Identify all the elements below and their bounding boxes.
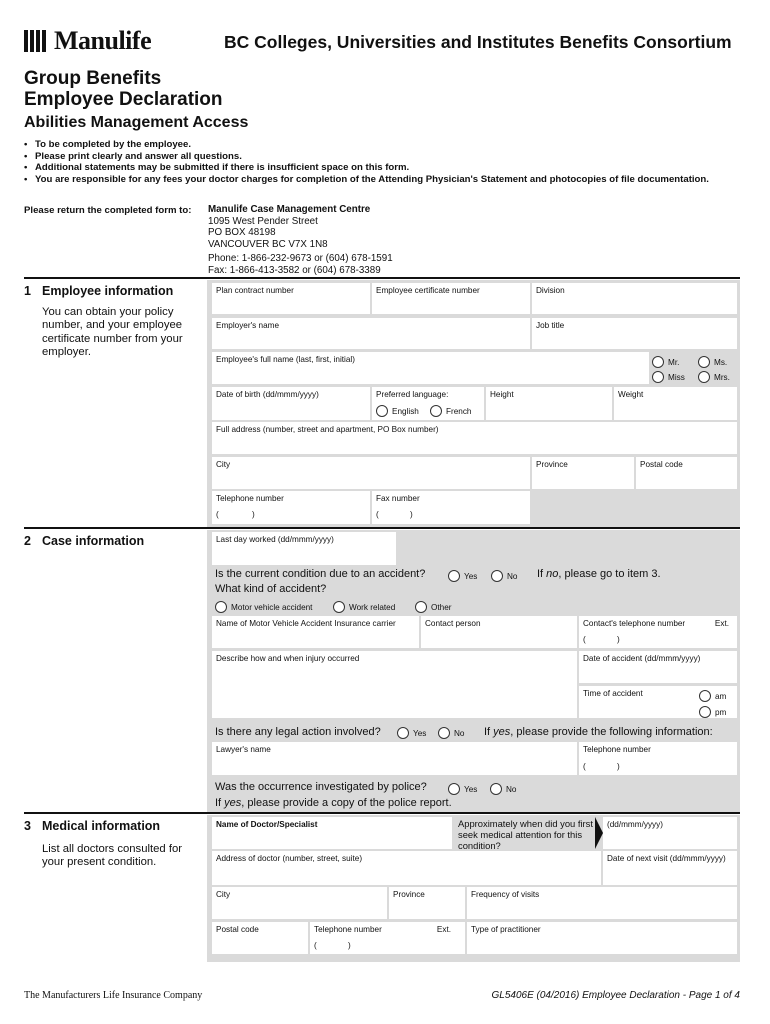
radio-circle-icon[interactable]	[333, 601, 345, 613]
time-of-accident-field[interactable]: Time of accident	[579, 686, 737, 718]
motor-vehicle-option[interactable]: Motor vehicle accident	[215, 600, 312, 618]
date-of-accident-field[interactable]: Date of accident (dd/mmm/yyyy)	[579, 651, 737, 683]
instruction-item: • You are responsible for any fees your doctor charges for completion of the Attending Physician's Statement and photocopies of file documentation.	[24, 174, 744, 186]
lawyer-name-field[interactable]: Lawyer's name	[212, 742, 577, 775]
section1-description: You can obtain your policy number, and your employee certificate number from your employer.	[42, 306, 183, 359]
consortium-title: BC Colleges, Universities and Institutes Benefits Consortium	[224, 32, 732, 52]
manulife-logo	[24, 26, 151, 56]
title-mr-option[interactable]: Mr.	[652, 355, 679, 373]
brand-name: Manulife	[54, 26, 152, 55]
radio-circle-icon[interactable]	[490, 783, 502, 795]
title-mrs-option[interactable]: Mrs.	[698, 370, 730, 388]
plan-contract-number-field[interactable]: Plan contract number	[212, 283, 370, 314]
police-question: Was the occurrence investigated by police?	[215, 781, 427, 793]
instruction-item: • Additional statements may be submitted if there is insufficient space on this form.	[24, 162, 744, 174]
full-address-field[interactable]: Full address (number, street and apartment, PO Box number)	[212, 422, 737, 454]
police-note: If yes, please provide a copy of the police report.	[215, 797, 452, 809]
doctor-phone-field[interactable]: Telephone number Ext.	[310, 922, 465, 954]
title-miss-option[interactable]: Miss	[652, 370, 685, 388]
area-code-close: )	[617, 635, 620, 644]
time-pm-option[interactable]: pm	[699, 705, 726, 723]
accident-kind-question: What kind of accident?	[215, 583, 327, 595]
accident-note: If no, please go to item 3.	[537, 568, 661, 580]
area-code-close: )	[348, 941, 351, 950]
contact-person-field[interactable]: Contact person	[421, 616, 577, 648]
height-field[interactable]: Height	[486, 387, 612, 420]
form-title	[24, 68, 223, 110]
legal-no-option[interactable]: No	[438, 726, 464, 744]
employee-certificate-number-field[interactable]: Employee certificate number	[372, 283, 530, 314]
footer-company: The Manufacturers Life Insurance Company	[24, 990, 203, 1001]
instructions-list	[24, 139, 744, 185]
radio-circle-icon[interactable]	[699, 706, 711, 718]
return-street: 1095 West Pender Street	[208, 215, 318, 227]
preferred-language-field: Preferred language:	[372, 387, 484, 420]
weight-field[interactable]: Weight	[614, 387, 737, 420]
radio-circle-icon[interactable]	[448, 570, 460, 582]
manulife-logo-icon	[24, 30, 48, 52]
area-code-open: (	[583, 635, 586, 644]
radio-circle-icon[interactable]	[652, 371, 664, 383]
accident-no-option[interactable]: No	[491, 569, 517, 587]
radio-circle-icon[interactable]	[448, 783, 460, 795]
section3-heading: 3 Medical information	[24, 819, 161, 833]
city-field[interactable]: City	[212, 457, 530, 489]
visit-frequency-field[interactable]: Frequency of visits	[467, 887, 737, 919]
radio-circle-icon[interactable]	[376, 405, 388, 417]
return-city: VANCOUVER BC V7X 1N8	[208, 238, 328, 250]
area-code-close: )	[410, 510, 413, 519]
radio-circle-icon[interactable]	[397, 727, 409, 739]
date-of-birth-field[interactable]: Date of birth (dd/mmm/yyyy)	[212, 387, 370, 420]
radio-circle-icon[interactable]	[698, 371, 710, 383]
form-title-line2: Employee Declaration	[24, 89, 223, 110]
language-french-option[interactable]: French	[430, 404, 471, 422]
section2-rule	[24, 527, 740, 529]
contact-phone-field[interactable]: Contact's telephone number Ext.	[579, 616, 737, 648]
title-ms-option[interactable]: Ms.	[698, 355, 727, 373]
doctor-postal-code-field[interactable]: Postal code	[212, 922, 308, 954]
instruction-item: • To be completed by the employee.	[24, 139, 744, 151]
return-name: Manulife Case Management Centre	[208, 204, 371, 215]
other-accident-option[interactable]: Other	[415, 600, 451, 618]
return-address	[208, 204, 393, 276]
area-code-close: )	[617, 762, 620, 771]
telephone-field[interactable]: Telephone number	[212, 491, 370, 524]
instruction-item: • Please print clearly and answer all questions.	[24, 151, 744, 163]
work-related-option[interactable]: Work related	[333, 600, 395, 618]
return-po-box: PO BOX 48198	[208, 227, 276, 238]
form-title-line1: Group Benefits	[24, 68, 162, 89]
return-phone: Phone: 1-866-232-9673 or (604) 678-1591	[208, 253, 393, 264]
radio-circle-icon[interactable]	[491, 570, 503, 582]
doctor-name-field[interactable]: Name of Doctor/Specialist	[212, 817, 452, 849]
area-code-open: (	[376, 510, 379, 519]
practitioner-type-field[interactable]: Type of practitioner	[467, 922, 737, 954]
radio-circle-icon[interactable]	[415, 601, 427, 613]
accident-yes-option[interactable]: Yes	[448, 569, 477, 587]
next-visit-field[interactable]: Date of next visit (dd/mmm/yyyy)	[603, 851, 737, 885]
insurance-carrier-field[interactable]: Name of Motor Vehicle Accident Insurance carrier	[212, 616, 419, 648]
injury-description-field[interactable]: Describe how and when injury occurred	[212, 651, 577, 718]
area-code-open: (	[314, 941, 317, 950]
arrow-right-icon	[595, 817, 603, 849]
legal-yes-option[interactable]: Yes	[397, 726, 426, 744]
employer-name-field[interactable]: Employer's name	[212, 318, 530, 349]
first-seek-label: Approximately when did you first seek medical attention for this condition?	[458, 818, 593, 851]
radio-circle-icon[interactable]	[698, 356, 710, 368]
fax-field[interactable]: Fax number	[372, 491, 530, 524]
section3-description: List all doctors consulted for your present condition.	[42, 843, 183, 869]
time-am-option[interactable]: am	[699, 689, 726, 707]
section1-heading: 1 Employee information	[24, 284, 174, 298]
area-code-close: )	[252, 510, 255, 519]
section3-rule	[24, 812, 740, 814]
police-no-option[interactable]: No	[490, 782, 516, 800]
area-code-open: (	[216, 510, 219, 519]
legal-note: If yes, please provide the following information:	[484, 726, 713, 738]
area-code-open: (	[583, 762, 586, 771]
radio-circle-icon[interactable]	[438, 727, 450, 739]
province-field[interactable]: Province	[532, 457, 634, 489]
last-day-worked-field[interactable]: Last day worked (dd/mmm/yyyy)	[212, 532, 396, 565]
accident-question: Is the current condition due to an accident?	[215, 568, 426, 580]
radio-circle-icon[interactable]	[430, 405, 442, 417]
radio-circle-icon[interactable]	[652, 356, 664, 368]
first-seek-date-field[interactable]: (dd/mmm/yyyy)	[603, 817, 737, 849]
police-yes-option[interactable]: Yes	[448, 782, 477, 800]
return-label: Please return the completed form to:	[24, 205, 192, 216]
form-subtitle: Abilities Management Access	[24, 114, 249, 131]
footer-form-id: GL5406E (04/2016) Employee Declaration - Page 1 of 4	[491, 990, 740, 1001]
language-english-option[interactable]: English	[376, 404, 419, 422]
legal-action-question: Is there any legal action involved?	[215, 726, 381, 738]
job-title-field[interactable]: Job title	[532, 318, 737, 349]
doctor-province-field[interactable]: Province	[389, 887, 465, 919]
section1-rule	[24, 277, 740, 279]
doctor-city-field[interactable]: City	[212, 887, 387, 919]
radio-circle-icon[interactable]	[215, 601, 227, 613]
full-name-field[interactable]: Employee's full name (last, first, initial)	[212, 352, 649, 384]
radio-circle-icon[interactable]	[699, 690, 711, 702]
lawyer-phone-field[interactable]: Telephone number	[579, 742, 737, 775]
doctor-address-field[interactable]: Address of doctor (number, street, suite)	[212, 851, 601, 885]
section2-heading: 2 Case information	[24, 534, 145, 548]
division-field[interactable]: Division	[532, 283, 737, 314]
postal-code-field[interactable]: Postal code	[636, 457, 737, 489]
return-fax: Fax: 1-866-413-3582 or (604) 678-3389	[208, 264, 381, 276]
